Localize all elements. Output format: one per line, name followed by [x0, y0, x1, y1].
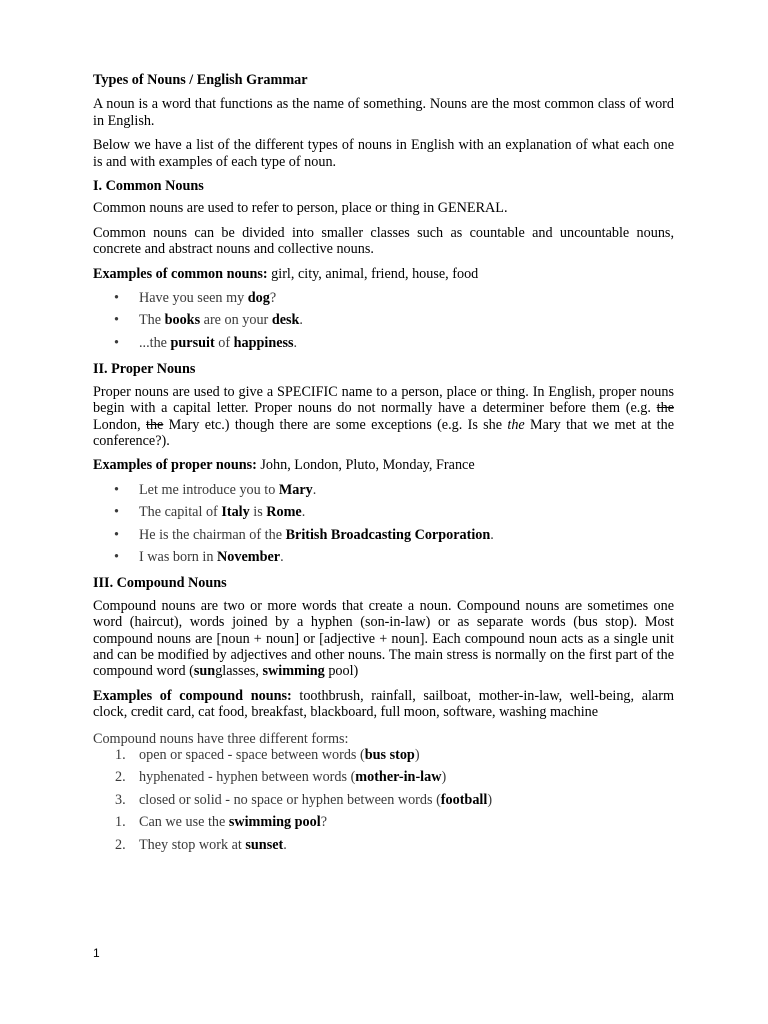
common-nouns-paragraph-2: Common nouns can be divided into smaller classes such as countable and uncountable nouns, concrete and abstract nouns and collective nouns.	[93, 224, 674, 258]
bullet: •	[114, 312, 119, 329]
bullet: •	[114, 481, 119, 498]
section-heading-common-nouns: I. Common Nouns	[93, 178, 204, 195]
list-item: 2. hyphenated - hyphen between words (mother-in-law)	[115, 769, 447, 786]
bullet: •	[114, 334, 119, 351]
list-item: • Let me introduce you to Mary.	[114, 481, 317, 498]
list-item: • Have you seen my dog?	[114, 290, 277, 307]
compound-forms-intro: Compound nouns have three different forms:	[93, 730, 349, 747]
compound-nouns-paragraph: Compound nouns are two or more words that create a noun. Compound nouns are sometimes one word (haircut), words joined by a hyphen (son-in-law) or as separate words (bus stop). Most compound nouns are [noun + noun] or [adjective + noun]. Each compound noun acts as a single unit and can be modified by adjectives and other nouns. The main stress is normally on the first part of the compound word (sunglasses, swimming pool)	[93, 597, 674, 680]
examples-text: toothbrush, rainfall, sailboat, mother-in-law, well-being, alarm clock, credit card, cat food, breakfast, blackboard, full moon, software, washing machine	[93, 687, 674, 721]
bullet: •	[114, 290, 119, 307]
examples-label: Examples of compound nouns:	[93, 687, 292, 704]
intro-paragraph-2: Below we have a list of the different types of nouns in English with an explanation of what each one is and with examples of each type of noun.	[93, 137, 674, 170]
document-page	[93, 72, 674, 859]
common-nouns-bullet-list	[93, 290, 674, 351]
list-item: • The capital of Italy is Rome.	[114, 504, 306, 521]
list-item: 1. Can we use the swimming pool?	[115, 814, 327, 831]
section-heading-proper-nouns: II. Proper Nouns	[93, 361, 196, 378]
proper-nouns-examples	[93, 457, 674, 473]
compound-nouns-examples	[93, 688, 674, 721]
list-item: 2. They stop work at sunset.	[115, 836, 287, 853]
proper-nouns-bullet-list	[93, 482, 674, 566]
list-item: • He is the chairman of the British Broadcasting Corporation.	[114, 526, 494, 543]
list-item: • ...the pursuit of happiness.	[114, 334, 298, 351]
compound-forms-list	[93, 747, 674, 853]
page-number: 1	[93, 946, 100, 960]
section-heading-compound-nouns: III. Compound Nouns	[93, 575, 227, 592]
examples-text: John, London, Pluto, Monday, France	[256, 457, 475, 474]
examples-text: girl, city, animal, friend, house, food	[267, 265, 479, 282]
list-item: • I was born in November.	[114, 548, 284, 565]
list-item: 1. open or spaced - space between words (bus stop)	[115, 747, 420, 763]
proper-nouns-paragraph: Proper nouns are used to give a SPECIFIC name to a person, place or thing. In English, proper nouns begin with a capital letter. Proper nouns do not normally have a determiner before them (e.g. the London, the Mary etc.) though there are some exceptions (e.g. Is she the Mary that we met at the conference?).	[93, 383, 674, 449]
document-title: Types of Nouns / English Grammar	[93, 72, 308, 88]
intro-paragraph-1: A noun is a word that functions as the name of something. Nouns are the most common class of word in English.	[93, 96, 674, 129]
examples-label: Examples of proper nouns:	[93, 457, 257, 474]
list-item: • The books are on your desk.	[114, 312, 303, 329]
common-nouns-examples	[93, 266, 674, 282]
examples-label: Examples of common nouns:	[93, 265, 268, 282]
list-item: 3. closed or solid - no space or hyphen between words (football)	[115, 791, 493, 808]
bullet: •	[114, 504, 119, 521]
bullet: •	[114, 548, 119, 565]
common-nouns-paragraph-1: Common nouns are used to refer to person, place or thing in GENERAL.	[93, 200, 508, 217]
bullet: •	[114, 526, 119, 543]
